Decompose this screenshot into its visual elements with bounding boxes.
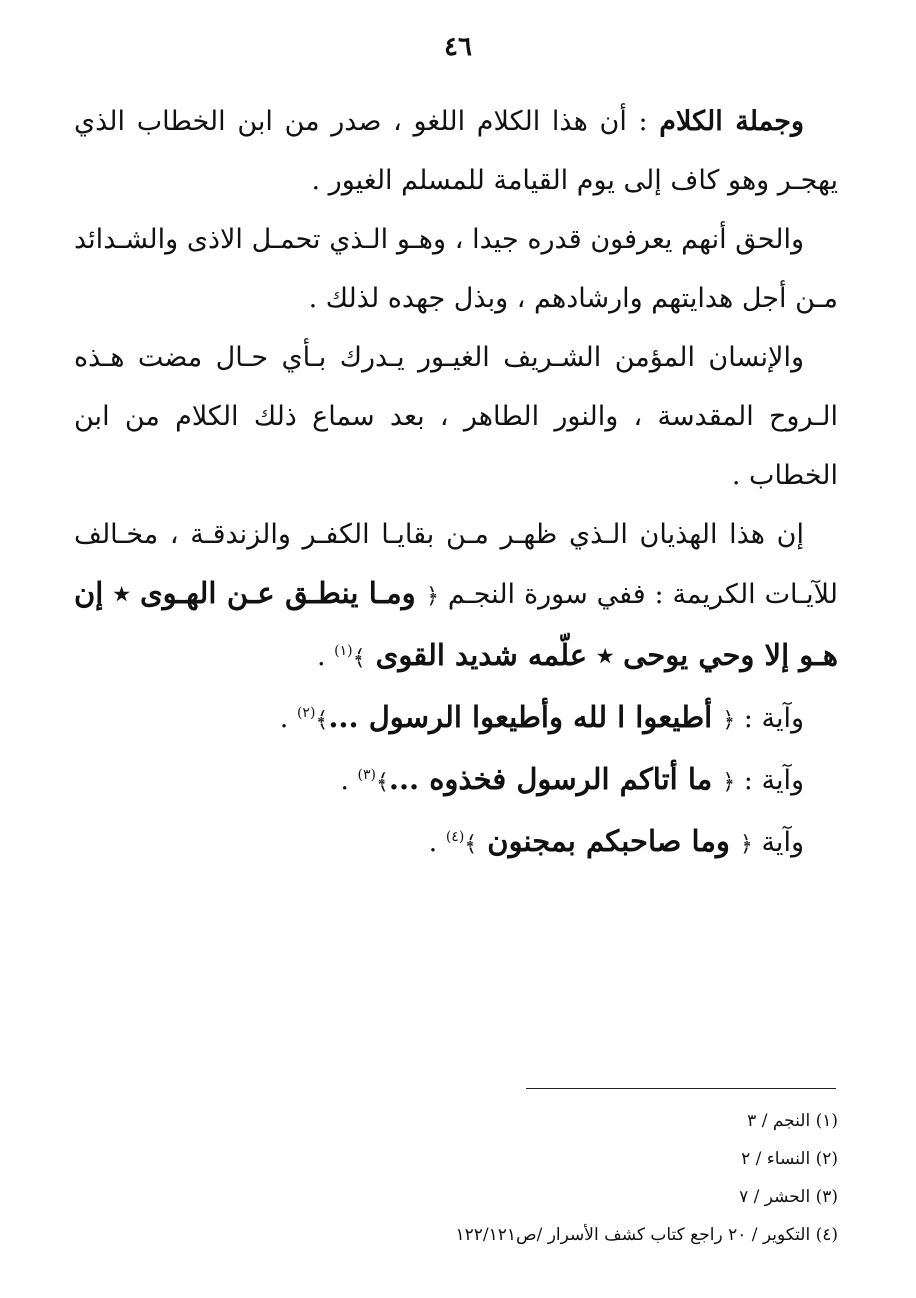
ayah-line: [74, 750, 838, 812]
paragraph-2-text: والحق أنهم يعرفون قدره جيدا ، وهـو الـذي تحمـل الاذى والشـدائد مـن أجل هدايتهم وارشادهم ، وبذل جهده لذلك .: [74, 224, 838, 314]
quran-bracket-close: ﴾: [352, 646, 366, 671]
body-text: [74, 92, 838, 874]
paragraph-4: [74, 505, 838, 688]
footnote-ref-1: (١): [334, 643, 353, 659]
ayah-end: .: [428, 827, 446, 858]
footnote-divider: [526, 1088, 836, 1089]
paragraph-3: [74, 328, 838, 505]
paragraph-4-end: .: [317, 641, 335, 672]
footnote-ref-3: (٣): [357, 767, 376, 783]
footnote-3: (٣) الحشر / ٧: [739, 1187, 838, 1207]
paragraph-3-text: والإنسان المؤمن الشـريف الغيـور يـدرك بـأي حـال مضت هـذه الـروح المقدسة ، والنور الطاهر ، بعد سماع ذلك الكلام من ابن الخطاب .: [74, 342, 838, 491]
quran-verse: أطيعوا ا لله وأطيعوا الرسول ...: [328, 700, 723, 734]
page-number: ٤٦: [444, 32, 472, 62]
ayah-prefix: وآية :: [735, 765, 804, 796]
ayah-prefix: وآية: [752, 827, 804, 858]
paragraph-2: [74, 210, 838, 328]
quran-verse-najm: ومـا ينطـق عـن الهـوى ٭ إن هـو إلا وحي يوحى ٭ علّمه شديد القوى: [74, 576, 838, 672]
paragraph-1-lead: وجملة الكلام: [659, 106, 804, 137]
quran-verse: ما أتاكم الرسول فخذوه ...: [388, 762, 723, 796]
quran-bracket-close: ﴾: [464, 832, 478, 857]
quran-bracket-open: ﴿: [722, 770, 736, 795]
quran-bracket-close: ﴾: [315, 708, 329, 733]
ayah-end: .: [279, 703, 297, 734]
quran-bracket-open: ﴿: [426, 584, 439, 609]
ayah-line: [74, 812, 838, 874]
footnote-ref-4: (٤): [445, 829, 465, 845]
quran-bracket-close: ﴾: [375, 770, 389, 795]
footnote-2: (٢) النساء / ٢: [741, 1149, 838, 1169]
footnote-ref-2: (٢): [296, 705, 316, 721]
paragraph-1-text: : أن هذا الكلام اللغو ، صدر من ابن الخطاب الذي يهجـر وهو كاف إلى يوم القيامة للمسلم الغيور .: [74, 106, 838, 196]
quran-bracket-open: ﴿: [739, 832, 753, 857]
footnote-4: (٤) التكوير / ٢٠ راجع كتاب كشف الأسرار /ص١٢٢/١٢١: [455, 1225, 838, 1245]
footnotes: [300, 1102, 838, 1254]
quran-verse: وما صاحبكم بمجنون: [477, 824, 740, 858]
paragraph-1: [74, 92, 838, 210]
ayah-end: .: [340, 765, 358, 796]
paragraph-4-text: إن هذا الهذيان الـذي ظهـر مـن بقايـا الكفـر والزندقـة ، مخـالف للآيـات الكريمة : ففي سورة النجـم: [74, 519, 838, 610]
ayah-prefix: وآية :: [735, 703, 804, 734]
ayah-line: [74, 688, 838, 750]
footnote-1: (١) النجم / ٣: [747, 1111, 838, 1131]
quran-bracket-open: ﴿: [722, 708, 736, 733]
